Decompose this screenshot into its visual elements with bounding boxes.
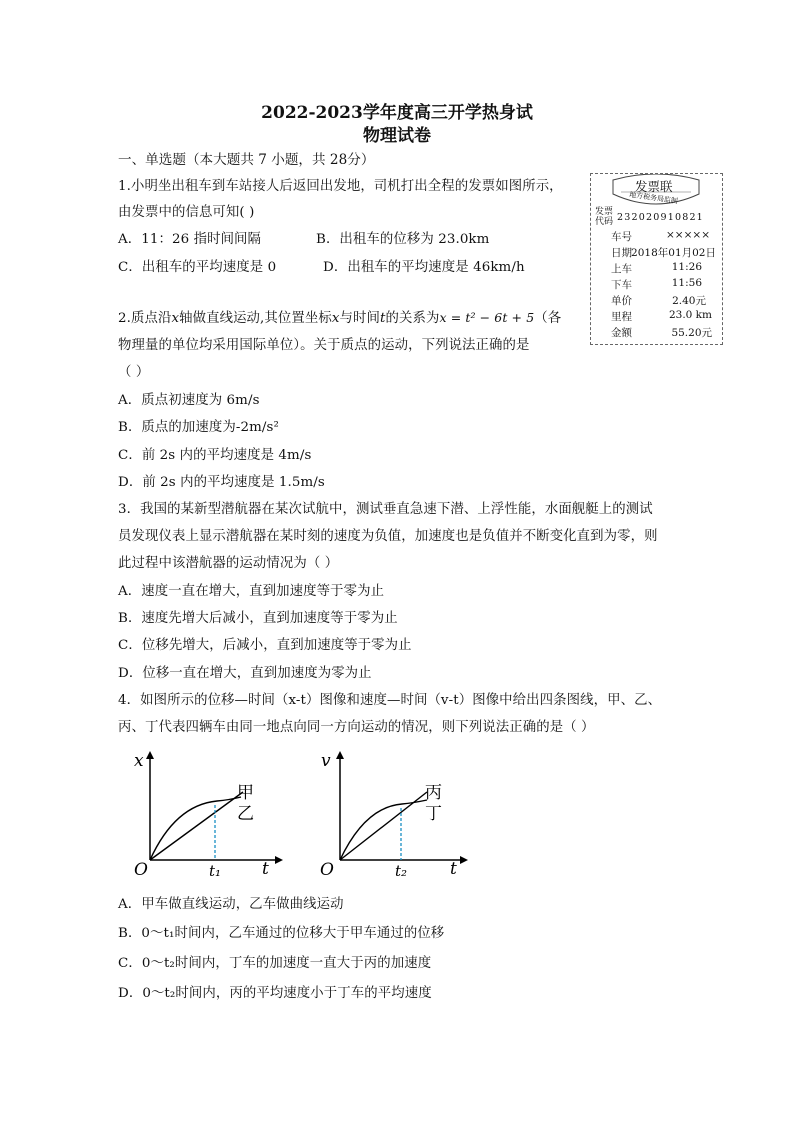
vt-graph bbox=[315, 745, 475, 880]
q2-var-t: t bbox=[380, 311, 386, 326]
receipt-row-label: 下车 bbox=[611, 279, 632, 291]
taxi-receipt bbox=[590, 173, 723, 345]
receipt-row-label: 单价 bbox=[611, 295, 632, 307]
q3-stem-line3: 此过程中该潜航器的运动情况为（ ） bbox=[118, 556, 339, 571]
q2-var-x: x bbox=[171, 311, 180, 326]
q1-stem-line2: 由发票中的信息可知( ) bbox=[118, 205, 255, 220]
curve-label-yi: 乙 bbox=[237, 804, 254, 824]
q2-stem-line2: 物理量的单位均采用国际单位）。关于质点的运动，下列说法正确的是 bbox=[118, 338, 530, 353]
q2-stem-text: 的关系为 bbox=[385, 311, 440, 326]
q3-stem-line2: 员发现仪表上显示潜航器在某时刻的速度为负值，加速度也是负值并不断变化直到为零，则 bbox=[118, 529, 658, 544]
curve-label-bing: 丙 bbox=[425, 783, 442, 803]
page-subtitle: 物理试卷 bbox=[363, 126, 431, 146]
q1-option-c: C．出租车的平均速度是 0 bbox=[118, 260, 277, 275]
receipt-row-value: ××××× bbox=[666, 229, 710, 241]
q2-stem-line3: （ ） bbox=[118, 365, 150, 380]
q4-option-c: C．0～t₂时间内，丁车的加速度一直大于丙的加速度 bbox=[118, 956, 432, 971]
y-axis-label: x bbox=[134, 751, 144, 771]
line-jia bbox=[150, 792, 243, 860]
q3-option-d: D．位移一直在增大，直到加速度为零为止 bbox=[118, 666, 372, 681]
curve-label-jia: 甲 bbox=[237, 783, 254, 803]
q2-stem-line1 bbox=[118, 307, 561, 326]
receipt-row-label: 上车 bbox=[611, 263, 632, 275]
receipt-row-label: 日期 bbox=[611, 247, 632, 259]
receipt-stamp-sub: 地方税务局监制 bbox=[628, 190, 679, 206]
q2-var-x: x bbox=[331, 311, 340, 326]
q2-option-d: D．前 2s 内的平均速度是 1.5m/s bbox=[118, 475, 325, 490]
receipt-row-label: 车号 bbox=[611, 231, 632, 243]
receipt-row-label: 里程 bbox=[611, 311, 632, 323]
receipt-row-value: 23.0 km bbox=[668, 309, 712, 321]
x-axis-arrow bbox=[275, 856, 283, 864]
q2-stem-text: 与时间 bbox=[339, 311, 381, 326]
origin-label: O bbox=[134, 860, 148, 880]
x-axis-label: t bbox=[262, 859, 269, 879]
y-axis-label: v bbox=[321, 751, 331, 771]
q4-option-b: B．0～t₁时间内，乙车通过的位移大于甲车通过的位移 bbox=[118, 926, 445, 941]
q3-option-c: C．位移先增大，后减小，直到加速度等于零为止 bbox=[118, 638, 412, 653]
q1-option-b: B．出租车的位移为 23.0km bbox=[316, 232, 490, 247]
page-title: 2022-2023学年度高三开学热身试 bbox=[261, 103, 533, 123]
q1-stem-line1: 1.小明坐出租车到车站接人后返回出发地，司机打出全程的发票如图所示， bbox=[118, 179, 563, 194]
curve-ding bbox=[340, 800, 427, 860]
receipt-row-value: 2018年01月02日 bbox=[631, 247, 716, 259]
receipt-row-label: 金额 bbox=[611, 327, 632, 339]
receipt-row-value: 11:56 bbox=[671, 277, 702, 289]
receipt-row-value: 2.40元 bbox=[672, 295, 706, 307]
q1-option-a: A．11：26 指时间间隔 bbox=[118, 232, 262, 247]
q3-option-a: A．速度一直在增大，直到加速度等于零为止 bbox=[118, 584, 385, 599]
q3-option-b: B．速度先增大后减小，直到加速度等于零为止 bbox=[118, 611, 398, 626]
q2-stem-text: 2.质点沿 bbox=[118, 311, 172, 326]
xt-graph bbox=[125, 745, 285, 880]
q2-stem-text: （各 bbox=[534, 311, 562, 326]
receipt-row-value: 55.20元 bbox=[671, 327, 712, 339]
q2-formula: x = t² − 6t + 5 bbox=[439, 310, 535, 325]
q1-option-d: D．出租车的平均速度是 46km/h bbox=[323, 260, 525, 275]
y-axis-arrow bbox=[146, 751, 154, 759]
t1-label: t₁ bbox=[209, 862, 222, 880]
section-heading: 一、单选题（本大题共 7 小题，共 28分） bbox=[118, 152, 375, 168]
x-axis-arrow bbox=[460, 856, 468, 864]
q4-stem-line1: 4．如图所示的位移—时间（x-t）图像和速度—时间（v-t）图像中给出四条图线，甲、乙、 bbox=[118, 693, 662, 708]
receipt-stamp-title: 发票联 bbox=[635, 179, 673, 194]
q2-option-b: B．质点的加速度为-2m/s² bbox=[118, 420, 279, 435]
x-axis-label: t bbox=[450, 859, 457, 879]
receipt-code-value: 232020910821 bbox=[617, 212, 704, 223]
q4-option-d: D．0～t₂时间内，丙的平均速度小于丁车的平均速度 bbox=[118, 986, 432, 1001]
y-axis-arrow bbox=[336, 751, 344, 759]
q4-option-a: A．甲车做直线运动，乙车做曲线运动 bbox=[118, 897, 344, 912]
curve-label-ding: 丁 bbox=[425, 804, 442, 824]
t2-label: t₂ bbox=[395, 862, 408, 880]
q2-option-c: C．前 2s 内的平均速度是 4m/s bbox=[118, 448, 312, 463]
receipt-code-label-2: 代码 bbox=[595, 217, 614, 227]
q4-stem-line2: 丙、丁代表四辆车由同一地点向同一方向运动的情况，则下列说法正确的是（ ） bbox=[118, 720, 595, 735]
q2-stem-text: 轴做直线运动,其位置坐标 bbox=[179, 311, 332, 326]
q2-option-a: A．质点初速度为 6m/s bbox=[118, 393, 260, 408]
origin-label: O bbox=[320, 860, 334, 880]
q3-stem-line1: 3．我国的某新型潜航器在某次试航中，测试垂直急速下潜、上浮性能，水面舰艇上的测试 bbox=[118, 502, 653, 517]
receipt-code-label-1: 发票 bbox=[595, 207, 614, 217]
receipt-row-value: 11:26 bbox=[671, 261, 702, 273]
